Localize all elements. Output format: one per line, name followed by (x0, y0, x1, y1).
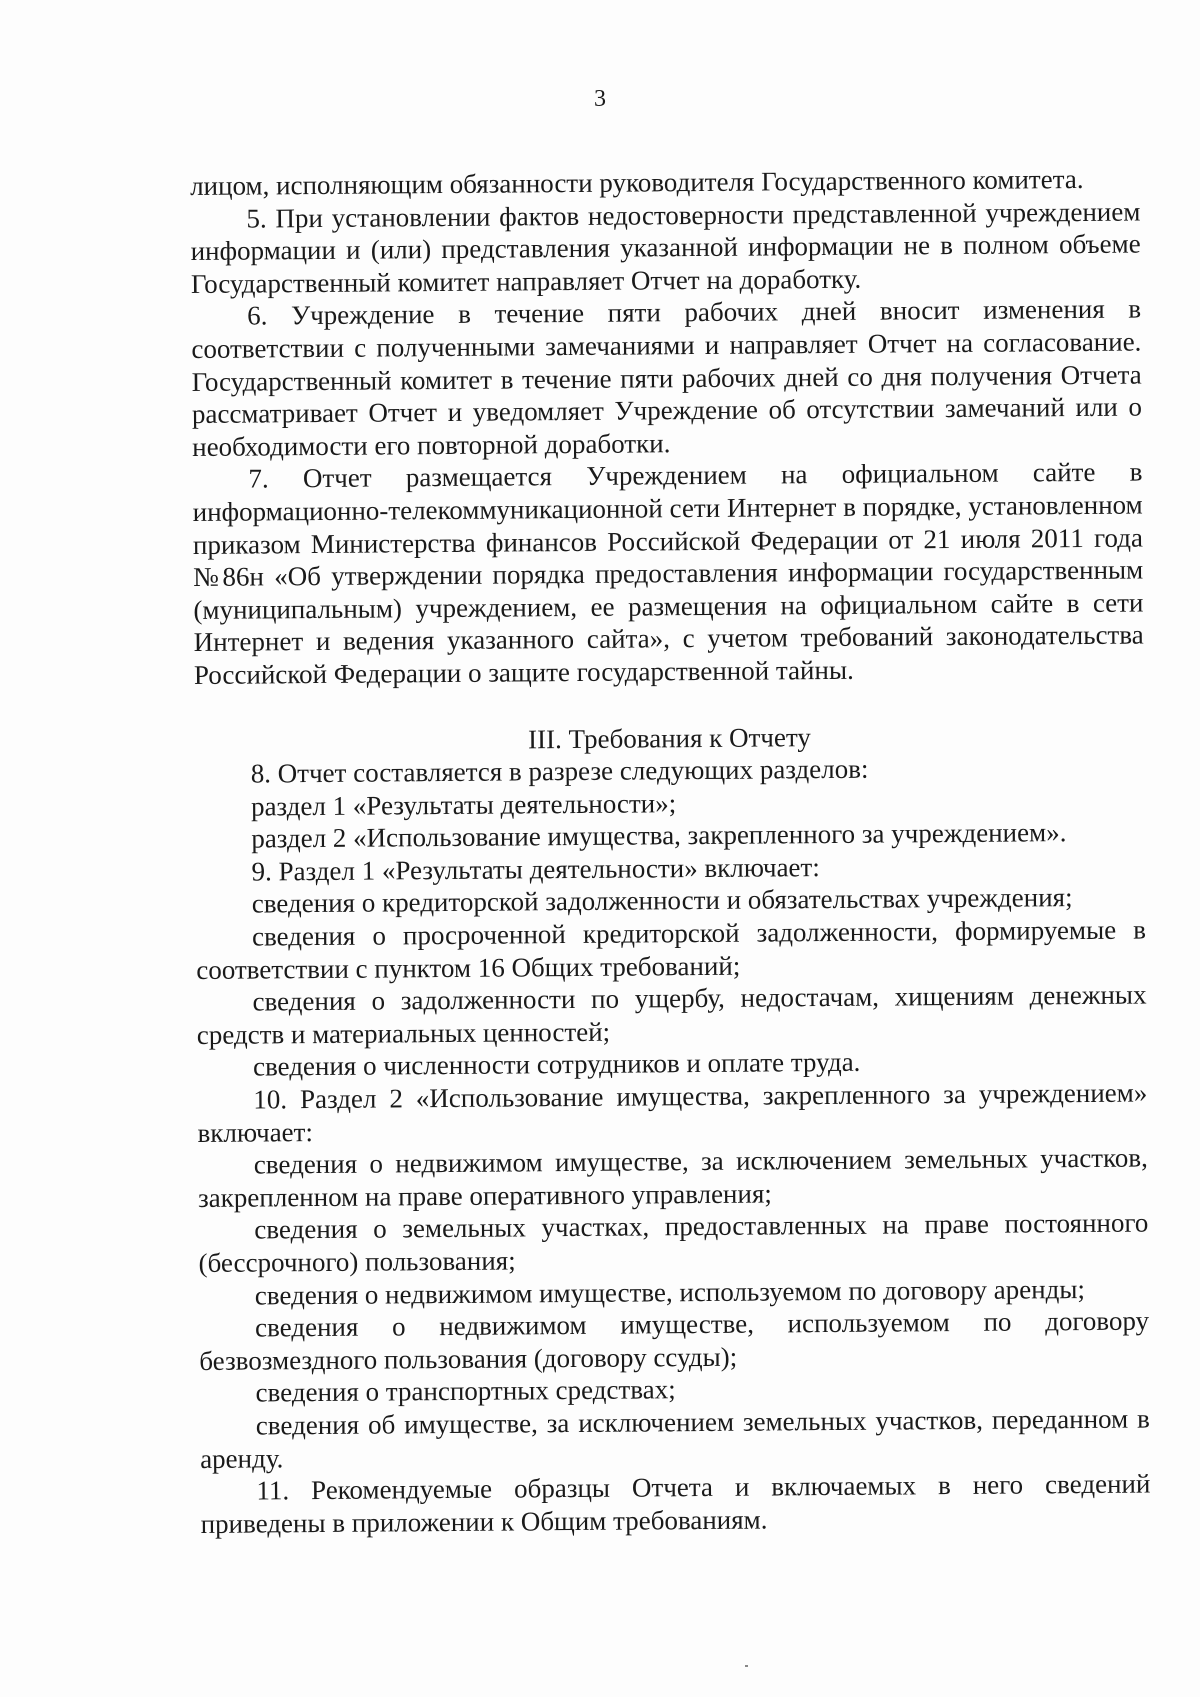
paragraph-continuation: лицом, исполняющим обязанности руководителя Государственного комитета. (190, 163, 1084, 201)
page-number: 3 (594, 86, 606, 112)
paragraph-item-6: 6. Учреждение в течение пяти рабочих дней вносит изменения в соответствии с полученными замечаниями и направляет Отчет на согласование. Государственный комитет в течение пяти рабочих дней со дня получения Отчета рассматривает Отчет и уведомляет Учреждение об отсутствии замечаний или о необходимости его повторной доработки. (191, 293, 1143, 462)
paragraph-item-9: 9. Раздел 1 «Результаты деятельности» включает: (251, 851, 820, 887)
document-body (190, 163, 1151, 1541)
list-item: раздел 2 «Использование имущества, закрепленного за учреждением». (251, 817, 1067, 854)
list-item: раздел 1 «Результаты деятельности»; (250, 787, 677, 822)
scan-speck (745, 1665, 748, 1667)
paragraph-item-10: 10. Раздел 2 «Использование имущества, закрепленного за учреждением» включает: (197, 1077, 1148, 1148)
list-item: сведения о просроченной кредиторской задолженности, формируемые в соответствии с пунктом 16 Общих требований; (196, 914, 1147, 985)
list-item: сведения о численности сотрудников и оплате труда. (252, 1047, 861, 1082)
list-item: сведения об имуществе, за исключением земельных участков, переданном в аренду. (200, 1403, 1150, 1474)
list-item: сведения о недвижимом имуществе, используемом по договору аренды; (254, 1273, 1086, 1311)
paragraph-item-7: 7. Отчет размещается Учреждением на официальном сайте в информационно-телекоммуникационной сети Интернет в порядке, установленном приказом Министерства финансов Российской Федерации от 21 июля 2011 года №86н «Об утверждении порядка предоставления информации государственным (муниципальным) учреждением, ее размещения на официальном сайте в сети Интернет и ведения указанного сайта», с учетом требований законодательства Российской Федерации о защите государственной тайны. (192, 456, 1144, 690)
list-item: сведения о транспортных средствах; (255, 1374, 676, 1408)
paragraph-item-8: 8. Отчет составляется в разрезе следующих разделов: (250, 753, 869, 789)
paragraph-item-5: 5. При установлении фактов недостоверности представленной учреждением информации и (или) представления указанной информации не в полном объеме Государственный комитет направляет Отчет на доработку. (190, 196, 1141, 299)
list-item: сведения о недвижимом имуществе, используемом по договору безвозмездного пользования (договору ссуды); (199, 1305, 1150, 1376)
list-item: сведения о кредиторской задолженности и обязательствах учреждения; (251, 882, 1073, 920)
list-item: сведения о земельных участках, предоставленных на праве постоянного (бессрочного) пользования; (198, 1207, 1149, 1278)
list-item: сведения о недвижимом имуществе, за исключением земельных участков, закрепленном на праве оперативного управления; (197, 1142, 1148, 1213)
list-item: сведения о задолженности по ущербу, недостачам, хищениям денежных средств и материальных ценностей; (196, 979, 1147, 1050)
section-heading: III. Требования к Отчету (527, 721, 811, 754)
paragraph-item-11: 11. Рекомендуемые образцы Отчета и включаемых в него сведений приведены в приложении к Общим требованиям. (200, 1468, 1151, 1539)
